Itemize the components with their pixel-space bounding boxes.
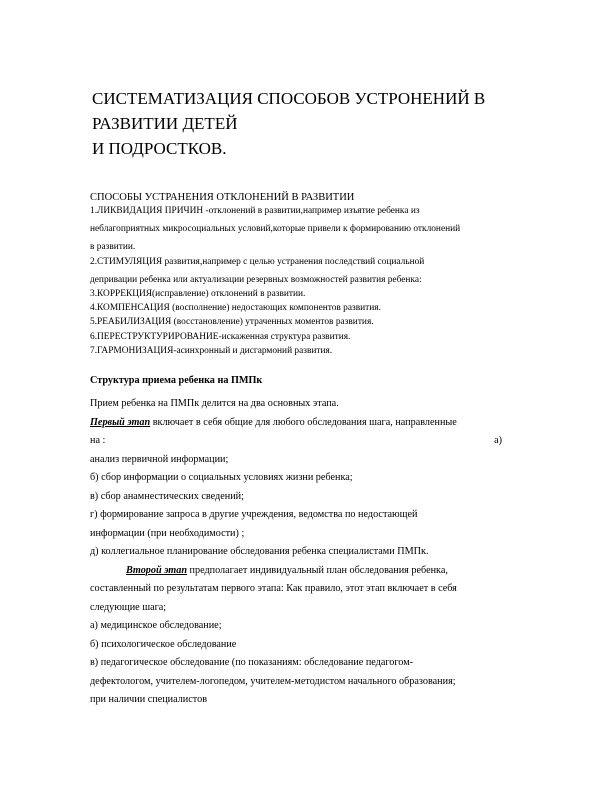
stage2-paragraph (90, 562, 530, 581)
methods-line: 4.КОМПЕНСАЦИЯ (восполнение) недостающих компонентов развития. (90, 303, 381, 314)
stage1-item: анализ первичной информации; (90, 453, 229, 465)
stage1-continuation (90, 432, 502, 451)
reception-heading: Структура приема ребенка на ПМПк (90, 375, 263, 386)
stage2-line: дефектологом, учителем-логопедом, учителем-методистом начального образования; (90, 675, 456, 687)
stage1-paragraph (90, 414, 530, 433)
methods-line: неблагоприятных микросоциальных условий,которые привели к формированию отклонений (90, 224, 461, 235)
methods-line: 5.РЕАБИЛИЗАЦИЯ (восстановление) утраченных моментов развития. (90, 317, 374, 328)
methods-line: 7.ГАРМОНИЗАЦИЯ-асинхронный и дисгармоний развития. (90, 345, 333, 356)
methods-line: 6.ПЕРЕСТРУКТУРИРОВАНИЕ-искаженная структура развития. (90, 331, 351, 342)
stage1-item: информации (при необходимости) ; (90, 527, 245, 539)
stage2-line: в) педагогическое обследование (по показаниям: обследование педагогом- (90, 657, 414, 668)
stage1-item: г) формирование запроса в другие учреждения, ведомства по недостающей (90, 509, 418, 520)
reception-intro: Прием ребенка на ПМПк делится на два основных этапа. (90, 398, 339, 409)
stage1-label: Первый этап (90, 416, 151, 428)
methods-section (90, 191, 530, 358)
title-line: СИСТЕМАТИЗАЦИЯ СПОСОБОВ УСТРОНЕНИЙ В (92, 89, 486, 108)
methods-line: депривации ребенка или актуализации резервных возможностей развития ребенка: (90, 274, 422, 285)
methods-heading: СПОСОБЫ УСТРАНЕНИЯ ОТКЛОНЕНИЙ В РАЗВИТИИ (90, 192, 355, 203)
methods-line: 3.КОРРЕКЦИЯ(исправление) отклонений в развитии. (90, 289, 306, 300)
stage1-cont-right: а) (494, 435, 502, 446)
stage1-text: включает в себя общие для любого обследования шага, направленные (150, 416, 457, 428)
document-title (92, 86, 512, 161)
methods-line: в развитии. (90, 242, 136, 253)
stage1-cont-left: на : (90, 435, 106, 446)
stage1-item: в) сбор анамнестических сведений; (90, 490, 244, 502)
methods-line: 1.ЛИКВИДАЦИЯ ПРИЧИН -отклонений в развитии,например изъятие ребенка из (90, 206, 420, 216)
stage1-item: д) коллегиальное планирование обследования ребенка специалистами ПМПк. (90, 546, 429, 557)
reception-section (90, 374, 530, 710)
stage2-text: предполагает индивидуальный план обследования ребенка, (186, 564, 448, 576)
stage1-item: б) сбор информации о социальных условиях жизни ребенка; (90, 472, 353, 483)
stage2-line: следующие шага; (90, 601, 167, 613)
methods-line: 2.СТИМУЛЯЦИЯ развития,например с целью устранения последствий социальной (90, 256, 425, 267)
title-line: И ПОДРОСТКОВ. (92, 139, 227, 158)
stage2-label: Второй этап (126, 564, 187, 576)
stage2-line: при наличии специалистов (90, 694, 208, 705)
title-line: РАЗВИТИИ ДЕТЕЙ (92, 114, 238, 133)
stage2-line: составленный по результатам первого этапа: Как правило, этот этап включает в себя (90, 583, 457, 594)
stage2-line: а) медицинское обследование; (90, 620, 222, 631)
stage2-line: б) психологическое обследование (90, 638, 237, 650)
